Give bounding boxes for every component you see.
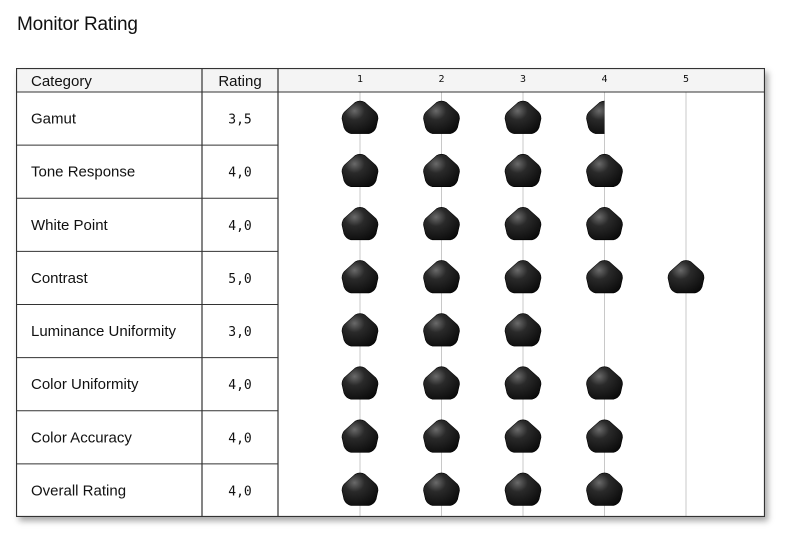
row-category: Color Accuracy xyxy=(31,429,132,447)
rating-marker-half xyxy=(587,101,623,134)
rating-marker xyxy=(342,101,378,134)
rating-marker xyxy=(505,154,541,187)
rating-marker xyxy=(505,420,541,453)
rating-marker xyxy=(505,207,541,240)
rating-marker xyxy=(424,473,460,506)
rating-marker xyxy=(505,260,541,293)
header-category: Category xyxy=(31,73,92,90)
header-background xyxy=(16,68,765,92)
rating-marker xyxy=(424,314,460,347)
rating-marker xyxy=(505,101,541,134)
rating-marker xyxy=(587,473,623,506)
x-tick-label: 2 xyxy=(438,74,445,85)
rating-marker xyxy=(587,154,623,187)
rating-marker xyxy=(587,260,623,293)
row-rating: 4,0 xyxy=(228,484,252,500)
rating-marker xyxy=(342,260,378,293)
row-category: White Point xyxy=(31,216,108,234)
rating-marker xyxy=(342,207,378,240)
header-rating: Rating xyxy=(218,73,262,90)
page-title: Monitor Rating xyxy=(17,14,138,35)
rating-marker xyxy=(668,260,704,293)
rating-marker xyxy=(424,101,460,134)
rating-marker xyxy=(342,154,378,187)
rating-marker xyxy=(587,420,623,453)
rating-marker xyxy=(342,314,378,347)
row-rating: 5,0 xyxy=(228,271,252,287)
x-tick-label: 3 xyxy=(519,74,527,85)
row-rating: 3,0 xyxy=(228,325,252,341)
rating-marker xyxy=(424,367,460,400)
rating-chart xyxy=(16,68,765,517)
rating-marker xyxy=(342,420,378,453)
rating-marker xyxy=(424,207,460,240)
x-tick-label: 1 xyxy=(356,74,364,85)
x-tick-label: 4 xyxy=(601,74,608,85)
row-category: Luminance Uniformity xyxy=(31,323,177,341)
rating-marker xyxy=(587,367,623,400)
rating-marker xyxy=(505,473,541,506)
row-category: Color Uniformity xyxy=(31,376,139,394)
rating-table xyxy=(16,68,765,517)
rating-marker xyxy=(424,420,460,453)
row-rating: 4,0 xyxy=(228,378,252,394)
rating-marker xyxy=(424,260,460,293)
rating-marker xyxy=(424,154,460,187)
rating-marker xyxy=(342,367,378,400)
row-category: Gamut xyxy=(31,110,77,128)
row-rating: 4,0 xyxy=(228,218,252,234)
row-category: Tone Response xyxy=(31,163,136,181)
row-rating: 4,0 xyxy=(228,165,252,181)
rating-marker xyxy=(342,473,378,506)
rating-marker xyxy=(505,367,541,400)
row-rating: 3,5 xyxy=(228,112,252,128)
row-category: Contrast xyxy=(31,269,88,287)
rating-marker xyxy=(505,314,541,347)
rating-marker xyxy=(587,207,623,240)
row-rating: 4,0 xyxy=(228,431,252,447)
row-category: Overall Rating xyxy=(31,482,127,500)
table-border xyxy=(17,69,765,517)
x-tick-label: 5 xyxy=(682,74,690,85)
